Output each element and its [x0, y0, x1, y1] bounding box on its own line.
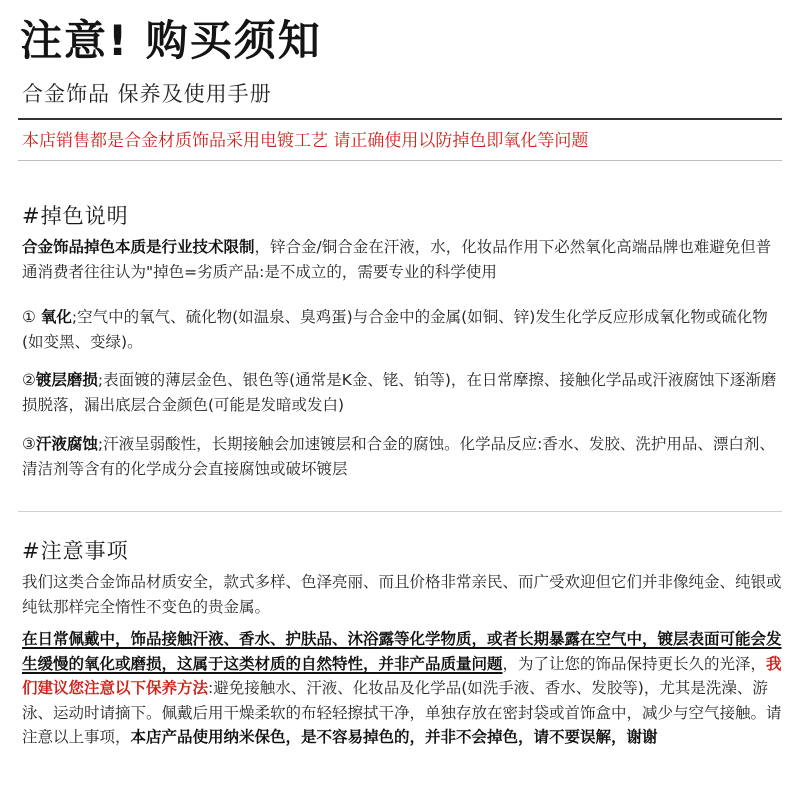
caution-paragraph-1: 我们这类合金饰品材质安全，款式多样、色泽亮丽、而且价格非常亲民、而广受欢迎但它们并非像纯金、纯银或纯钛那样完全惰性不变色的贵金属。	[22, 573, 782, 616]
notice-divider	[18, 160, 782, 161]
fade-item-sweat-corrosion	[22, 432, 782, 481]
item-marker: ②	[22, 371, 36, 389]
care-tip-highlight: 我们建议您注意以下保养方法	[22, 654, 782, 697]
item-text: ;空气中的氧气、硫化物(如温泉、臭鸡蛋)与合金中的金属(如铜、锌)发生化学反应形成氧化物或硫化物(如变黑、变绿)。	[22, 308, 768, 351]
caution-bridge-text: ，为了让您的饰品保持更长久的光泽，	[502, 654, 767, 673]
closing-statement: 本店产品使用纳米保色，是不容易掉色的，并非不会掉色，请不要误解，谢谢	[130, 728, 658, 746]
item-term: 镀层磨损	[35, 371, 98, 389]
fade-section-heading: #掉色说明	[22, 204, 129, 228]
item-text: ;汗液呈弱酸性，长期接触会加速镀层和合金的腐蚀。化学品反应:香水、发胶、洗护用品、漂白剂、清洁剂等含有的化学成分会直接腐蚀或破坏镀层	[22, 435, 775, 478]
item-marker: ①	[22, 308, 36, 326]
section-divider	[18, 511, 782, 512]
item-term: 氧化	[40, 308, 72, 326]
item-text: ;表面镀的薄层金色、银色等(通常是K金、铑、铂等)，在日常摩擦、接触化学品或汗液腐蚀下逐渐磨损脱落，漏出底层合金颜色(可能是发暗或发白)	[22, 371, 777, 414]
page-title: 注意! 购买须知	[20, 16, 322, 65]
fade-intro-paragraph	[22, 235, 782, 284]
fade-item-plating-wear	[22, 368, 782, 417]
caution-paragraph-2	[22, 627, 782, 750]
fade-intro-text: ，锌合金/铜合金在汗液，水，化妆品作用下必然氧化高端品牌也难避免但普通消费者往往认为"掉色=劣质产品:是不成立的，需要专业的科学使用	[22, 238, 772, 281]
item-marker: ③	[22, 435, 36, 453]
underlined-warning: 在日常佩戴中，饰品接触汗液、香水、护肤品、沐浴露等化学物质，或者长期暴露在空气中，镀层表面可能会发生缓慢的氧化或磨损，这属于这类材质的自然特性，并非产品质量问题	[22, 630, 782, 673]
item-term: 汗液腐蚀	[35, 435, 98, 453]
caution-section-heading: #注意事项	[22, 539, 129, 563]
fade-intro-bold: 合金饰品掉色本质是行业技术限制	[22, 238, 255, 256]
header-divider	[18, 118, 782, 120]
care-instructions: :避免接触水、汗液、化妆品及化学品(如洗手液、香水、发胶等)，尤其是洗澡、游泳、运动时请摘下。佩戴后用干燥柔软的布轻轻擦拭干净，单独存放在密封袋或首饰盒中，减少与空气接触。请注意以上事项，	[22, 679, 782, 746]
page-subtitle: 合金饰品 保养及使用手册	[22, 82, 272, 106]
fade-item-oxidation	[22, 305, 782, 354]
red-notice: 本店销售都是合金材质饰品采用电镀工艺 请正确使用以防掉色即氧化等问题	[22, 131, 589, 151]
